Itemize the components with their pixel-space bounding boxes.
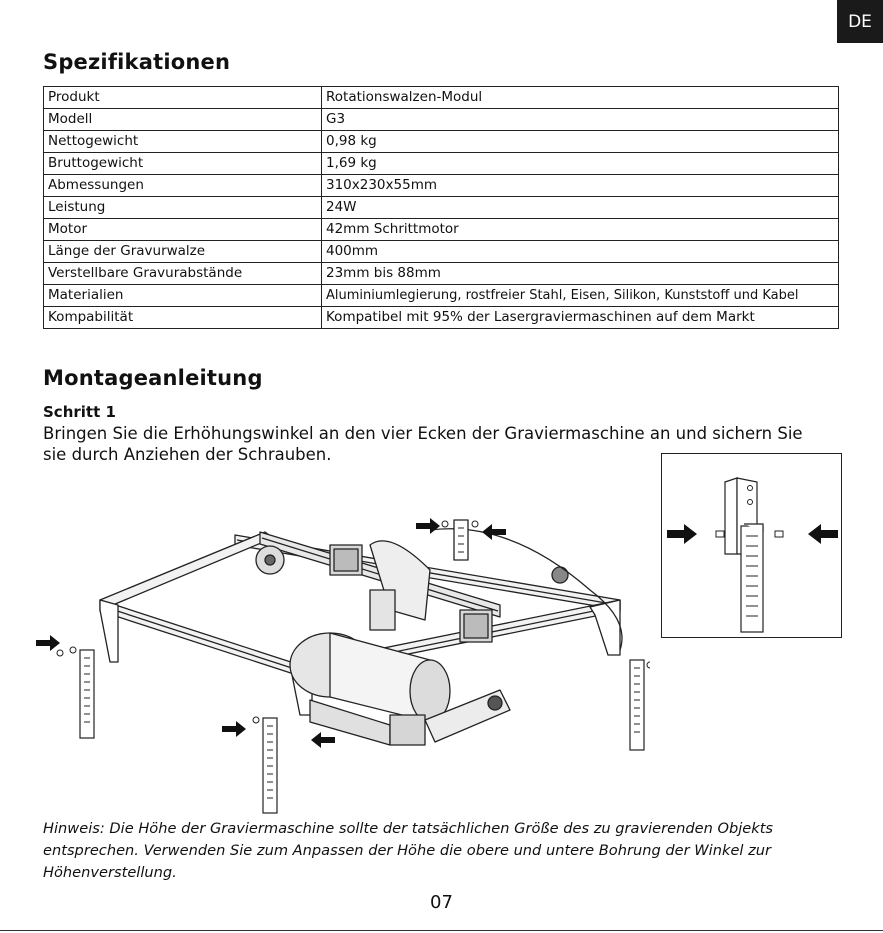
spec-label: Motor (44, 219, 322, 241)
spec-label: Kompabilität (44, 307, 322, 329)
spec-value: Aluminiumlegierung, rostfreier Stahl, Eisen, Silikon, Kunststoff und Kabel (322, 285, 839, 307)
spec-label: Länge der Gravurwalze (44, 241, 322, 263)
spec-label: Modell (44, 109, 322, 131)
arrow-left-icon (311, 732, 335, 748)
language-badge: DE (837, 0, 883, 43)
specifications-table (43, 86, 839, 329)
table-row (44, 219, 839, 241)
table-row (44, 175, 839, 197)
spec-value: 310x230x55mm (322, 175, 839, 197)
table-row (44, 285, 839, 307)
specifications-heading: Spezifikationen (43, 50, 231, 74)
table-row (44, 153, 839, 175)
assembly-heading: Montageanleitung (43, 366, 263, 390)
spec-label: Bruttogewicht (44, 153, 322, 175)
table-row (44, 87, 839, 109)
spec-value: 42mm Schrittmotor (322, 219, 839, 241)
table-row (44, 241, 839, 263)
bracket-detail-inset (661, 453, 842, 638)
table-row (44, 131, 839, 153)
hint-note: Hinweis: Die Höhe der Graviermaschine sollte der tatsächlichen Größe des zu gravierenden Objekts entsprechen. Verwenden Sie zum Anpassen der Höhe die obere und untere Bohrung der Winkel zur Höhenverstellung. (43, 820, 774, 881)
arrow-right-icon (36, 635, 60, 651)
spec-value: 400mm (322, 241, 839, 263)
arrow-right-icon (416, 518, 440, 534)
bracket-detail-illustration (662, 454, 841, 637)
footer-divider (0, 930, 883, 931)
spec-label: Nettogewicht (44, 131, 322, 153)
table-row (44, 307, 839, 329)
table-row (44, 197, 839, 219)
engraver-assembly-illustration (30, 460, 650, 815)
spec-value: Kompatibel mit 95% der Lasergraviermaschinen auf dem Markt (322, 307, 839, 329)
page-number: 07 (430, 892, 453, 913)
step-title: Schritt 1 (43, 403, 116, 421)
arrow-right-icon (667, 524, 697, 544)
spec-value: 0,98 kg (322, 131, 839, 153)
step-text: Bringen Sie die Erhöhungswinkel an den vier Ecken der Graviermaschine an und sichern Sie sie durch Anziehen der Schrauben. (43, 424, 803, 464)
arrow-left-icon (808, 524, 838, 544)
spec-value: G3 (322, 109, 839, 131)
spec-label: Produkt (44, 87, 322, 109)
spec-label: Materialien (44, 285, 322, 307)
table-row (44, 263, 839, 285)
table-row (44, 109, 839, 131)
spec-value: Rotationswalzen-Modul (322, 87, 839, 109)
spec-value: 24W (322, 197, 839, 219)
arrow-right-icon (222, 721, 246, 737)
spec-value: 1,69 kg (322, 153, 839, 175)
spec-label: Leistung (44, 197, 322, 219)
spec-label: Verstellbare Gravurabstände (44, 263, 322, 285)
spec-value: 23mm bis 88mm (322, 263, 839, 285)
spec-label: Abmessungen (44, 175, 322, 197)
